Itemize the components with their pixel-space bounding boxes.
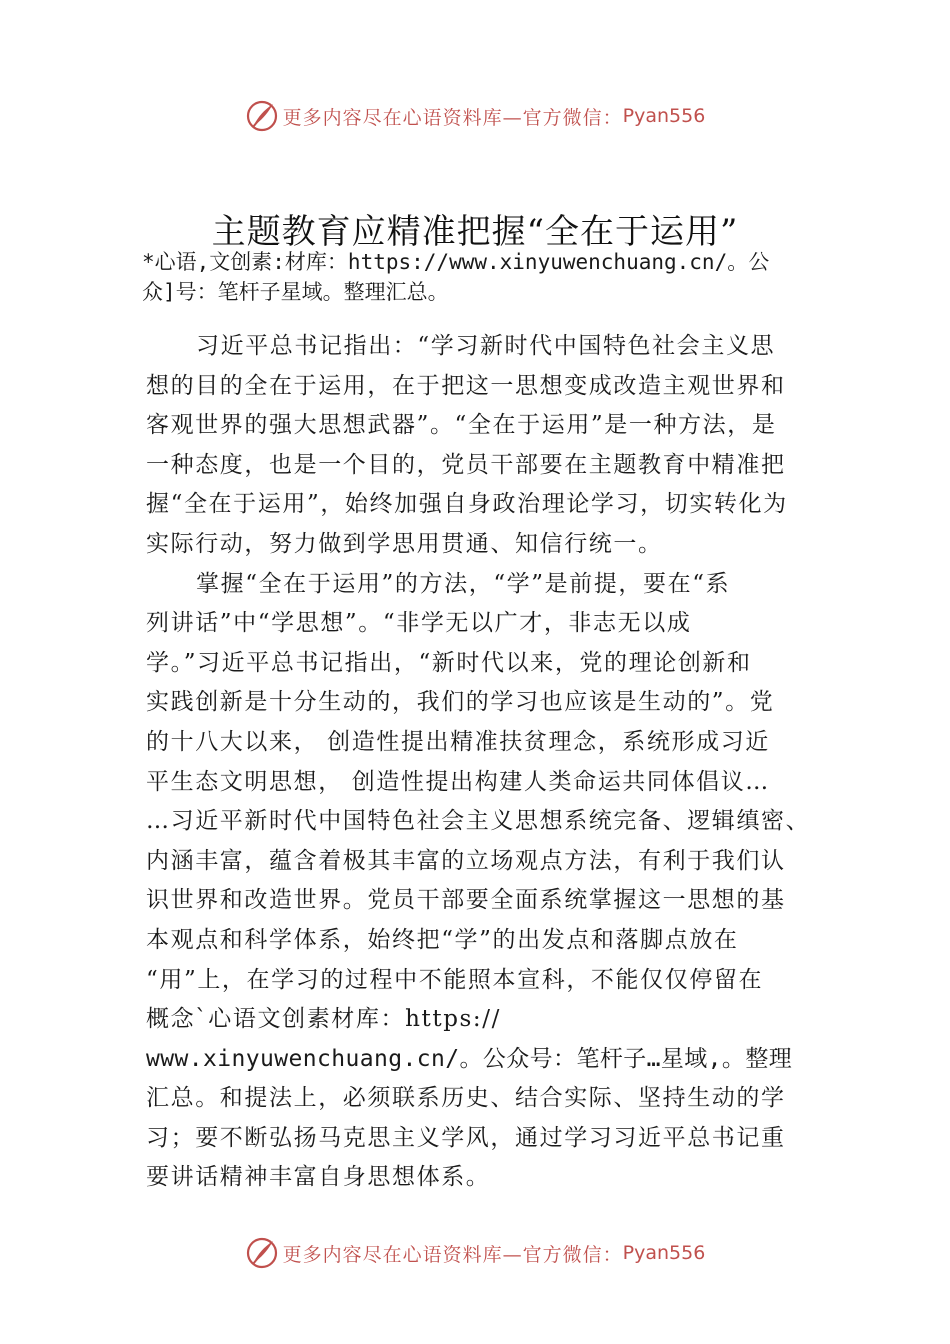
paragraph-2-line: 的十八大以来， 创造性提出精准扶贫理念，系统形成习近	[146, 728, 770, 755]
paragraph-2-line: 掌握“全在于运用”的方法，“学”是前提，要在“系	[196, 570, 731, 597]
footer-banner	[0, 1233, 950, 1273]
source-note-line: 众]号：笔杆子星域。整理汇总。	[142, 280, 449, 304]
paragraph-1-line: 实际行动，努力做到学思用贯通、知信行统一。	[146, 530, 663, 557]
paragraph-2-line: 本观点和科学体系，始终把“学”的出发点和落脚点放在	[146, 926, 739, 953]
paragraph-1-line: 习近平总书记指出：“学习新时代中国特色社会主义思	[196, 333, 776, 359]
paragraph-2-line: “用”上，在学习的过程中不能照本宣科，不能仅仅停留在	[146, 966, 764, 993]
paragraph-2-line: 学。”习近平总书记指出，“新时代以来，党的理论创新和	[146, 649, 752, 676]
paragraph-1-line: 想的目的全在于运用，在于把这一思想变成改造主观世界和	[146, 372, 786, 399]
document-body	[146, 327, 826, 1198]
paragraph-1-line: 客观世界的强大思想武器”。“全在于运用”是一种方法，是	[146, 412, 777, 439]
paragraph-2-line: 列讲话”中“学思想”。“非学无以广才，非志无以成	[146, 610, 692, 637]
banner-wechat-id: Pyan556	[622, 105, 706, 127]
document-title: 主题教育应精准把握“全在于运用”	[211, 212, 739, 252]
paragraph-2-line: 概念`心语文创素材库：https://	[146, 1006, 501, 1033]
paragraph-2-line: 要讲话精神丰富自身思想体系。	[146, 1164, 491, 1191]
quill-pen-logo-icon	[245, 99, 279, 133]
paragraph-2-line: …习近平新时代中国特色社会主义思想系统完备、逻辑缜密、	[146, 808, 811, 835]
source-note	[142, 247, 822, 307]
paragraph-1-line: 一种态度，也是一个目的，党员干部要在主题教育中精准把	[146, 451, 786, 478]
paragraph-2-line: 识世界和改造世界。党员干部要全面系统掌握这一思想的基	[146, 887, 786, 914]
paragraph-2-line: 习；要不断弘扬马克思主义学风，通过学习习近平总书记重	[146, 1124, 786, 1151]
banner-wechat-id: Pyan556	[622, 1242, 706, 1264]
paragraph-2-line: www.xinyuwenchuang.cn/。公众号：笔杆子…星域,。整理	[146, 1045, 793, 1072]
paragraph-1-line: 握“全在于运用”，始终加强自身政治理论学习，切实转化为	[146, 491, 788, 518]
source-note-line: *心语,文创素:材库：https://www.xinyuwenchuang.cn/。公	[142, 250, 770, 274]
header-banner	[0, 96, 950, 136]
paragraph-2-line: 平生态文明思想， 创造性提出构建人类命运共同体倡议…	[146, 768, 770, 795]
paragraph-2-line: 汇总。和提法上，必须联系历史、结合实际、坚持生动的学	[146, 1085, 786, 1112]
banner-text: 更多内容尽在心语资料库—官方微信：	[282, 106, 623, 129]
quill-pen-logo-icon	[245, 1236, 279, 1270]
banner-text: 更多内容尽在心语资料库—官方微信：	[282, 1243, 623, 1266]
paragraph-2-line: 内涵丰富，蕴含着极其丰富的立场观点方法，有利于我们认	[146, 847, 786, 874]
paragraph-2-line: 实践创新是十分生动的，我们的学习也应该是生动的”。党	[146, 689, 775, 716]
